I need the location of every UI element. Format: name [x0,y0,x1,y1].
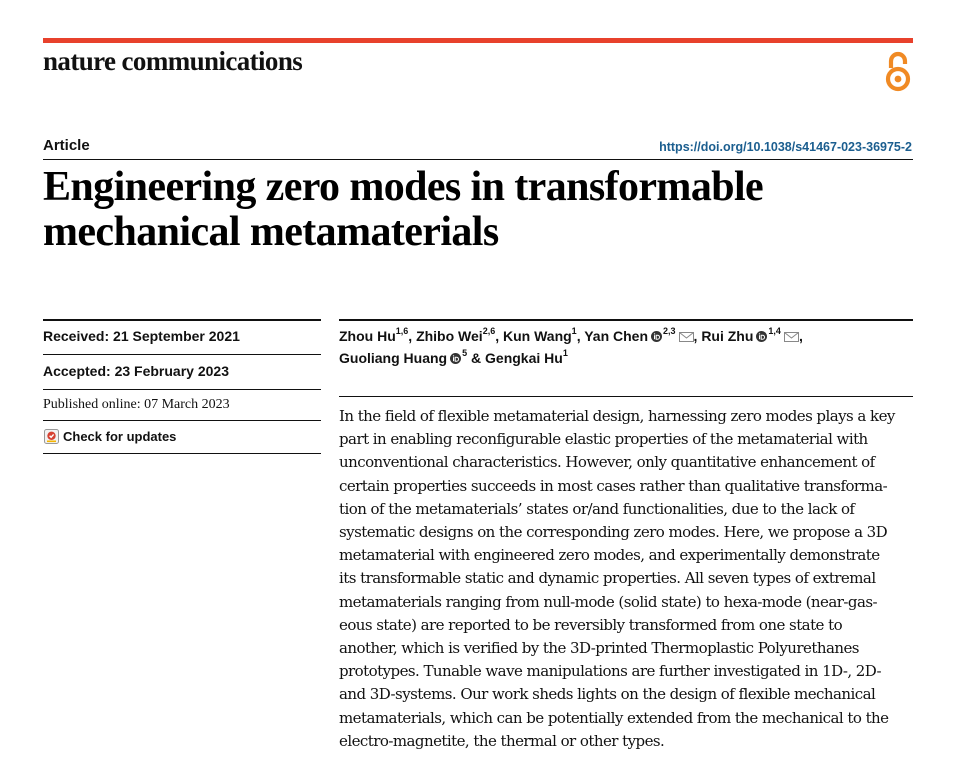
abstract-line: metamaterials ranging from null-mode (solid state) to hexa-mode (near-gas- [339,592,878,611]
author-name[interactable]: Gengkai Hu [485,350,563,366]
article-type: Article [43,137,90,154]
title-line-1: Engineering zero modes in transformable [43,164,764,210]
author-name[interactable]: Rui Zhu [701,328,754,344]
author-affiliation: 1,6 [395,326,409,337]
author-affiliation: 5 [462,348,468,359]
author-name[interactable]: Zhou Hu [339,328,396,344]
title-divider [43,159,913,160]
author-name[interactable]: Yan Chen [584,328,649,344]
abstract [339,405,913,753]
abstract-line: In the field of flexible metamaterial design, harnessing zero modes plays a key [339,407,895,425]
author-separator: , [408,328,417,344]
journal-name: nature communications [43,46,303,76]
author-affiliation: 1 [571,326,577,337]
abstract-line: electro-magnetite, the thermal or other types. [339,731,665,750]
orcid-icon[interactable] [450,353,461,364]
header-accent-bar [43,38,913,43]
author-separator: , [798,328,803,344]
orcid-icon[interactable] [756,331,767,342]
author-separator: , [576,328,585,344]
abstract-line: metamaterials, which can be potentially extended from the mechanical to the [339,708,889,727]
open-access-icon [883,50,913,92]
doi-link[interactable]: https://doi.org/10.1038/s41467-023-36975-2 [659,140,912,154]
abstract-line: systematic designs on the corresponding zero modes. Here, we propose a 3D [339,523,888,542]
abstract-line: its transformable static and dynamic properties. All seven types of extremal [339,569,876,588]
abstract-line: prototypes. Tunable wave manipulations are further investigated in 1D-, 2D- [339,662,882,681]
abstract-line: tion of the metamaterials’ states or/and functionalities, due to the lack of [339,499,855,518]
abstract-line: eous state) are reported to be reversibly transformed from one state to [339,615,843,634]
abstract-line: metamaterial with engineered zero modes, and experimentally demonstrate [339,546,880,565]
accepted-date: Accepted: 23 February 2023 [43,363,229,379]
author-affiliation: 2,3 [663,326,676,337]
author-name[interactable]: Zhibo Wei [416,328,483,344]
abstract-line: certain properties succeeds in most cases rather than qualitative transforma- [339,476,888,495]
abstract-line: another, which is verified by the 3D-printed Thermoplastic Polyurethanes [339,639,859,658]
received-row [43,319,321,354]
check-for-updates-link[interactable]: Check for updates [63,429,177,444]
accepted-row [43,354,321,389]
check-updates-row[interactable] [43,420,321,454]
authors-bottom-divider [339,396,913,397]
title-line-2: mechanical metamaterials [43,209,499,255]
abstract-line: unconventional characteristics. However, only quantitative enhancement of [339,453,875,472]
authors-top-divider [339,319,913,321]
received-date: Received: 21 September 2021 [43,328,240,344]
author-list [339,325,913,369]
check-for-updates-icon [44,429,59,444]
author-affiliation: 2,6 [482,326,496,337]
email-icon[interactable] [679,332,694,342]
abstract-line: part in enabling reconfigurable elastic properties of the metamaterial with [339,430,868,449]
article-dates-panel [43,319,321,454]
email-icon[interactable] [784,332,799,342]
orcid-icon[interactable] [651,331,662,342]
article-title [43,165,903,255]
published-date: Published online: 07 March 2023 [43,397,230,412]
author-affiliation: 1 [562,348,568,359]
author-separator: , [693,328,702,344]
author-name[interactable]: Guoliang Huang [339,350,448,366]
author-name[interactable]: Kun Wang [502,328,572,344]
published-row [43,389,321,420]
abstract-line: and 3D-systems. Our work sheds lights on the design of flexible mechanical [339,685,876,704]
author-affiliation: 1,4 [768,326,781,337]
author-separator: & [467,350,486,366]
author-separator: , [495,328,503,344]
